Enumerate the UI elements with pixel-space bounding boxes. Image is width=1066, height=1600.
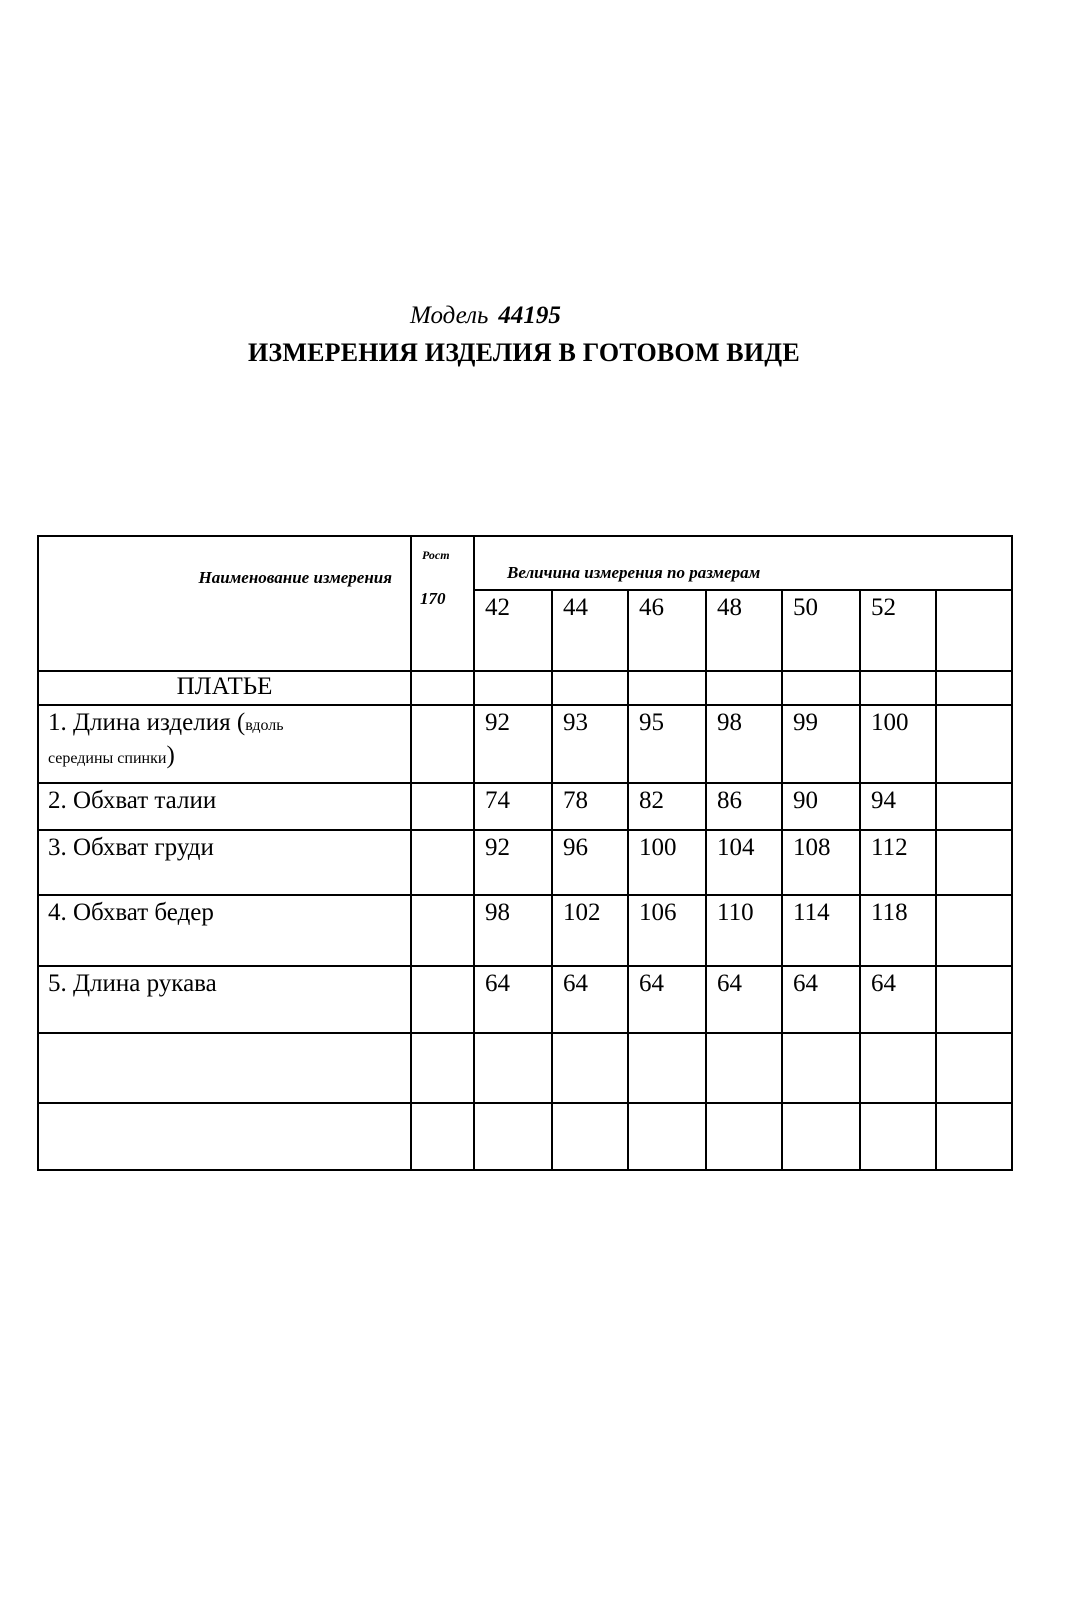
empty-cell: [706, 1033, 782, 1103]
empty-row: [38, 1103, 1012, 1170]
height-cell: [411, 895, 474, 966]
height-cell: [411, 705, 474, 783]
value-cell: 92: [474, 705, 552, 783]
value-cell: 102: [552, 895, 628, 966]
label-note: вдоль: [245, 717, 284, 734]
measurement-label: 4. Обхват бедер: [38, 895, 411, 966]
measurement-label: 3. Обхват груди: [38, 830, 411, 895]
table-header-row: [38, 536, 1012, 590]
empty-cell: [552, 1103, 628, 1170]
empty-cell: [552, 1033, 628, 1103]
value-cell: 82: [628, 783, 706, 830]
value-cell: 104: [706, 830, 782, 895]
value-cell: 98: [706, 705, 782, 783]
empty-cell: [936, 1033, 1012, 1103]
value-cell: 92: [474, 830, 552, 895]
value-cell: 64: [706, 966, 782, 1033]
value-cell: 112: [860, 830, 936, 895]
section-row: [38, 671, 1012, 705]
value-cell: [936, 830, 1012, 895]
value-cell: 106: [628, 895, 706, 966]
measurement-label: [38, 705, 411, 783]
value-cell: 78: [552, 783, 628, 830]
model-line: [410, 302, 561, 330]
empty-cell: [860, 1033, 936, 1103]
table-row: [38, 966, 1012, 1033]
empty-cell: [38, 1033, 411, 1103]
height-label: Рост: [422, 548, 450, 562]
value-cell: [936, 783, 1012, 830]
value-cell: 64: [782, 966, 860, 1033]
empty-cell: [782, 1103, 860, 1170]
value-cell: 100: [628, 830, 706, 895]
table-row: [38, 783, 1012, 830]
value-cell: 64: [628, 966, 706, 1033]
model-number: 44195: [498, 302, 561, 329]
empty-cell: [474, 671, 552, 705]
empty-cell: [411, 671, 474, 705]
table-row: [38, 830, 1012, 895]
model-label: Модель: [410, 302, 489, 329]
height-cell: [411, 783, 474, 830]
value-cell: 95: [628, 705, 706, 783]
empty-cell: [782, 1033, 860, 1103]
document-title: ИЗМЕРЕНИЯ ИЗДЕЛИЯ В ГОТОВОМ ВИДЕ: [248, 338, 800, 367]
value-cell: 96: [552, 830, 628, 895]
empty-cell: [706, 1103, 782, 1170]
value-cell: 64: [552, 966, 628, 1033]
value-cell: 110: [706, 895, 782, 966]
empty-cell: [411, 1033, 474, 1103]
sizes-header: Величина измерения по размерам: [507, 563, 761, 582]
value-cell: 99: [782, 705, 860, 783]
label-note-line2: середины спинки: [48, 750, 167, 767]
value-cell: 114: [782, 895, 860, 966]
empty-cell: [474, 1033, 552, 1103]
empty-cell: [706, 671, 782, 705]
measurements-table: [37, 535, 1013, 1171]
size-cell: 44: [552, 590, 628, 671]
label-end: ): [166, 742, 175, 769]
value-cell: 74: [474, 783, 552, 830]
value-cell: 90: [782, 783, 860, 830]
measurement-label: 5. Длина рукава: [38, 966, 411, 1033]
height-cell: [411, 830, 474, 895]
empty-cell: [628, 1033, 706, 1103]
size-cell: [936, 590, 1012, 671]
value-cell: 108: [782, 830, 860, 895]
value-cell: 98: [474, 895, 552, 966]
empty-cell: [782, 671, 860, 705]
section-title: ПЛАТЬЕ: [38, 671, 411, 705]
height-cell: [411, 966, 474, 1033]
value-cell: 64: [860, 966, 936, 1033]
measurement-label: 2. Обхват талии: [38, 783, 411, 830]
empty-cell: [936, 1103, 1012, 1170]
value-cell: 100: [860, 705, 936, 783]
size-cell: 42: [474, 590, 552, 671]
height-header-cell: [411, 536, 474, 671]
empty-cell: [552, 671, 628, 705]
size-cell: 50: [782, 590, 860, 671]
table-row: [38, 895, 1012, 966]
empty-cell: [38, 1103, 411, 1170]
empty-cell: [628, 1103, 706, 1170]
height-value: 170: [420, 589, 446, 608]
value-cell: 64: [474, 966, 552, 1033]
empty-cell: [860, 671, 936, 705]
value-cell: 94: [860, 783, 936, 830]
size-cell: 48: [706, 590, 782, 671]
sizes-header-cell: [474, 536, 1012, 590]
empty-row: [38, 1033, 1012, 1103]
empty-cell: [860, 1103, 936, 1170]
value-cell: [936, 966, 1012, 1033]
value-cell: 93: [552, 705, 628, 783]
measurement-name-header-cell: [38, 536, 411, 671]
value-cell: [936, 705, 1012, 783]
empty-cell: [474, 1103, 552, 1170]
measurement-name-header: Наименование измерения: [198, 568, 392, 587]
size-cell: 52: [860, 590, 936, 671]
empty-cell: [936, 671, 1012, 705]
empty-cell: [411, 1103, 474, 1170]
value-cell: [936, 895, 1012, 966]
size-cell: 46: [628, 590, 706, 671]
label-text: 1. Длина изделия (: [48, 709, 246, 736]
empty-cell: [628, 671, 706, 705]
table-row: [38, 705, 1012, 783]
value-cell: 118: [860, 895, 936, 966]
value-cell: 86: [706, 783, 782, 830]
